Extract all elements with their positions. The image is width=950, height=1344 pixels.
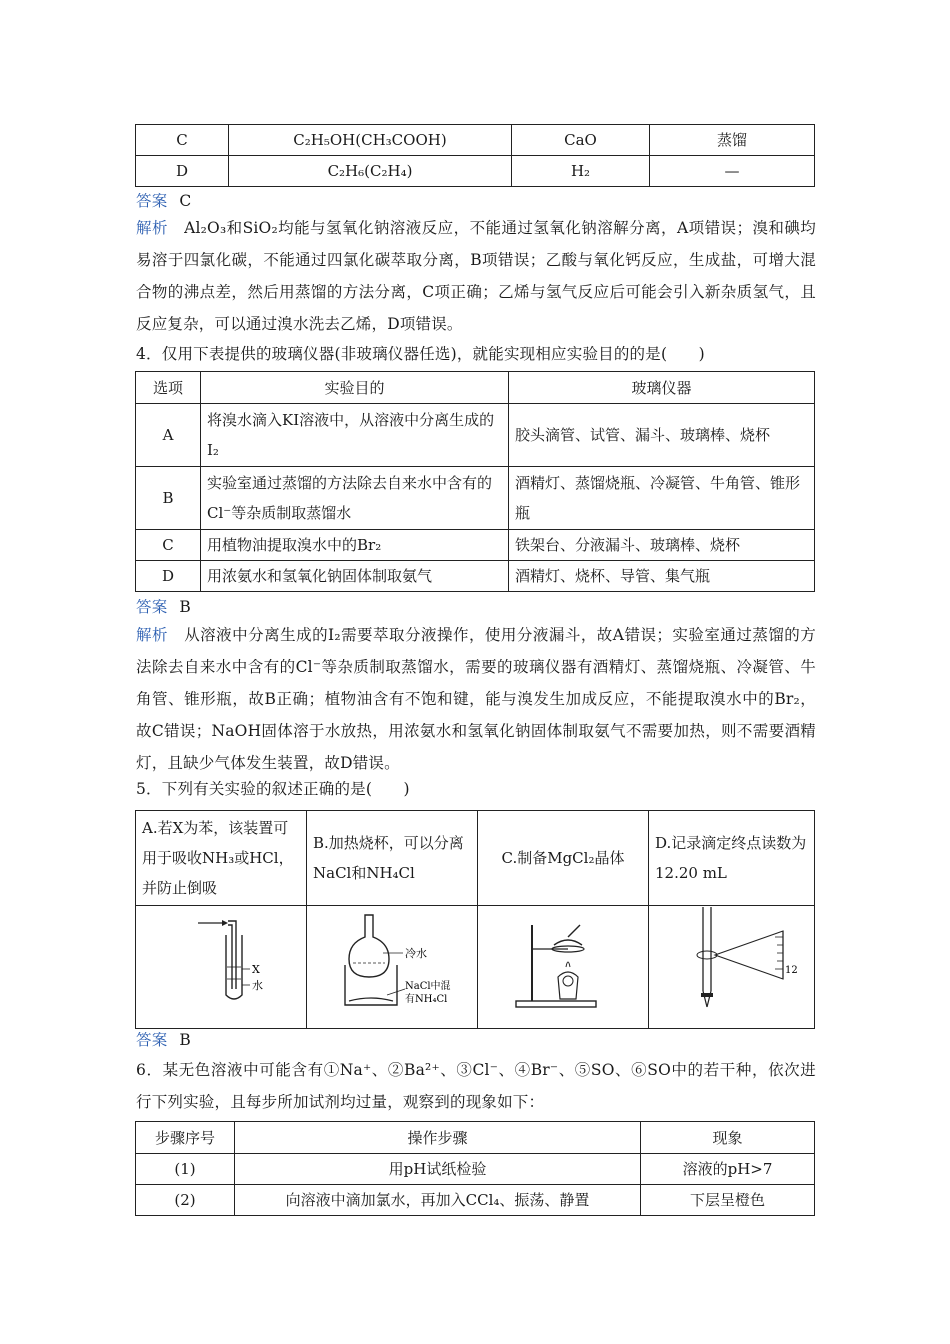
table-row [136, 125, 815, 156]
option-c: C.制备MgCl₂晶体 [478, 811, 649, 906]
table-cell: C₂H₆(C₂H₄) [229, 156, 512, 187]
table-cell: CaO [512, 125, 650, 156]
option-a: A.若X为苯，该装置可用于吸收NH₃或HCl，并防止倒吸 [136, 811, 307, 906]
table-row [136, 811, 815, 906]
option-b: B.加热烧杯，可以分离NaCl和NH₄Cl [307, 811, 478, 906]
sublimation-apparatus [317, 907, 467, 1017]
table-header: 实验目的 [201, 372, 509, 404]
answer-value: B [179, 598, 191, 616]
q5-answer [136, 1024, 816, 1056]
table-cell: 实验室通过蒸馏的方法除去自来水中含有的Cl⁻等杂质制取蒸馏水 [201, 467, 509, 530]
q6-question: 6．某无色溶液中可能含有①Na⁺、②Ba²⁺、③Cl⁻、④Br⁻、⑤SO、⑥SO中的若干种，依次进行下列实验，且每步所加试剂均过量，观察到的现象如下： [136, 1061, 816, 1111]
label-water: 水 [252, 979, 263, 992]
analysis-text: Al₂O₃和SiO₂均能与氢氧化钠溶液反应，不能通过氢氧化钠溶解分离，A项错误；溴和碘均易溶于四氯化碳，不能通过四氯化碳萃取分离，B项错误；乙酸与氧化钙反应，生成盐，可增大混合物的沸点差，然后用蒸馏的方法分离，C项正确；乙烯与氢气反应后可能会引入新杂质氢气，且反应复杂，可以通过溴水洗去乙烯，D项错误。 [136, 219, 817, 333]
answer-value: C [179, 192, 192, 210]
table-cell: C [136, 530, 201, 561]
reagent-table [135, 124, 815, 187]
option-d: D.记录滴定终点读数为12.20 mL [649, 811, 815, 906]
q4-question: 4．仅用下表提供的玻璃仪器(非玻璃仪器任选)，就能实现相应实验目的的是( ) [136, 345, 705, 363]
table-cell: A [136, 404, 201, 467]
table-header-row [136, 1122, 815, 1154]
label-mixture-2: 有NH₄Cl [405, 994, 448, 1005]
table-cell: 向溶液中滴加氯水，再加入CCl₄、振荡、静置 [235, 1185, 641, 1216]
table-header: 步骤序号 [136, 1122, 235, 1154]
table-cell: — [650, 156, 815, 187]
table-header: 选项 [136, 372, 201, 404]
table-row [136, 156, 815, 187]
table-header: 操作步骤 [235, 1122, 641, 1154]
table-cell: H₂ [512, 156, 650, 187]
q4-analysis [136, 619, 816, 779]
label-mixture-1: NaCl中混 [405, 981, 451, 992]
q3-analysis [136, 212, 816, 340]
analysis-label: 解析 [136, 219, 168, 237]
table-cell: 铁架台、分液漏斗、玻璃棒、烧杯 [509, 530, 815, 561]
table-cell: D [136, 156, 229, 187]
table-row [136, 1185, 815, 1216]
gas-absorption-apparatus [146, 907, 296, 1017]
table-header: 玻璃仪器 [509, 372, 815, 404]
answer-label: 答案 [136, 598, 168, 616]
table-cell: 酒精灯、烧杯、导管、集气瓶 [509, 561, 815, 592]
answer-label: 答案 [136, 192, 168, 210]
table-row [136, 530, 815, 561]
table-cell: 蒸馏 [650, 125, 815, 156]
table-row [136, 561, 815, 592]
figure-d-cell [649, 906, 815, 1029]
table-cell: C [136, 125, 229, 156]
figure-a-cell [136, 906, 307, 1029]
label-cold-water: 冷水 [405, 947, 427, 960]
table-row [136, 1154, 815, 1185]
answer-value: B [179, 1031, 191, 1049]
label-12: 12 [784, 965, 798, 976]
table-cell: C₂H₅OH(CH₃COOH) [229, 125, 512, 156]
table-cell: 胶头滴管、试管、漏斗、玻璃棒、烧杯 [509, 404, 815, 467]
table-header: 现象 [641, 1122, 815, 1154]
table-cell: B [136, 467, 201, 530]
table-cell: (1) [136, 1154, 235, 1185]
table-row [136, 906, 815, 1029]
table-cell: 溶液的pH>7 [641, 1154, 815, 1185]
q6-table [135, 1121, 815, 1216]
table-cell: 用pH试纸检验 [235, 1154, 641, 1185]
table-row [136, 467, 815, 530]
answer-label: 答案 [136, 1031, 168, 1049]
q5-figure-table [135, 810, 815, 1029]
figure-b-cell [307, 906, 478, 1029]
analysis-label: 解析 [136, 626, 168, 644]
table-header-row [136, 372, 815, 404]
table-cell: 用浓氨水和氢氧化钠固体制取氨气 [201, 561, 509, 592]
figure-c-cell [478, 906, 649, 1029]
analysis-text: 从溶液中分离生成的I₂需要萃取分液操作，使用分液漏斗，故A错误；实验室通过蒸馏的方法除去自来水中含有的Cl⁻等杂质制取蒸馏水，需要的玻璃仪器有酒精灯、蒸馏烧瓶、冷凝管、牛角管、锥形瓶，故B正确；植物油含有不饱和键，能与溴发生加成反应，不能提取溴水中的Br₂，故C错误；NaOH固体溶于水放热，用浓氨水和氢氧化钠固体制取氨气不需要加热，则不需要酒精灯，且缺少气体发生装置，故D错误。 [136, 626, 816, 772]
q4-table [135, 371, 815, 592]
table-cell: D [136, 561, 201, 592]
table-cell: 下层呈橙色 [641, 1185, 815, 1216]
q5-question: 5．下列有关实验的叙述正确的是( ) [136, 780, 410, 798]
label-x: X [252, 963, 260, 976]
table-cell: 酒精灯、蒸馏烧瓶、冷凝管、牛角管、锥形瓶 [509, 467, 815, 530]
table-cell: 将溴水滴入KI溶液中，从溶液中分离生成的I₂ [201, 404, 509, 467]
table-cell: 用植物油提取溴水中的Br₂ [201, 530, 509, 561]
evaporation-apparatus [488, 907, 638, 1017]
table-row [136, 404, 815, 467]
table-cell: (2) [136, 1185, 235, 1216]
burette-reading [657, 907, 807, 1017]
